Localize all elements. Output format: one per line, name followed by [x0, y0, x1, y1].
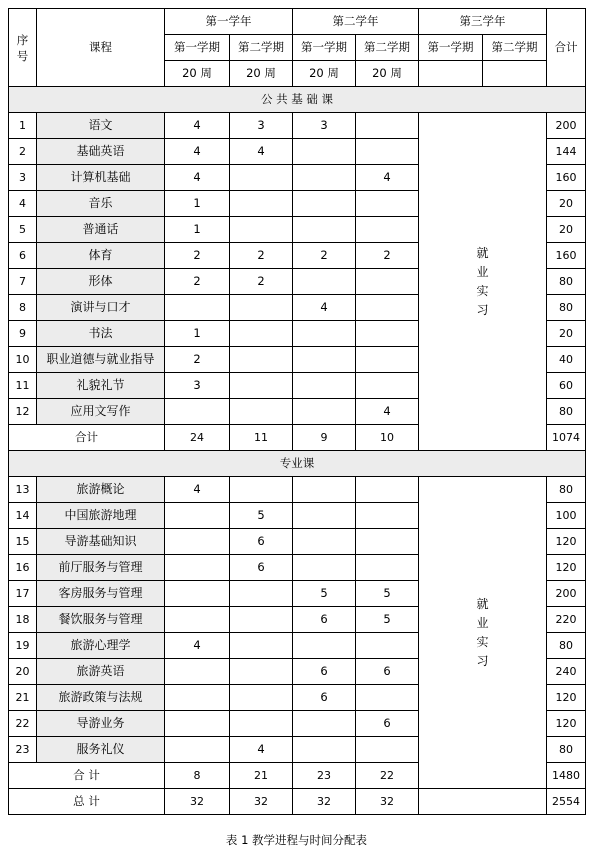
- weekly-hours: [165, 295, 230, 321]
- course-name: 中国旅游地理: [37, 503, 165, 529]
- row-total: 220: [547, 607, 586, 633]
- subtotal-hours: 22: [356, 763, 419, 789]
- row-number: 15: [9, 529, 37, 555]
- course-name: 音乐: [37, 191, 165, 217]
- table-row: [9, 477, 586, 503]
- grand-total-hours: 32: [293, 789, 356, 815]
- weekly-hours: 3: [165, 373, 230, 399]
- weekly-hours: [356, 139, 419, 165]
- course-name: 客房服务与管理: [37, 581, 165, 607]
- header-course: 课程: [37, 9, 165, 87]
- course-name: 语文: [37, 113, 165, 139]
- course-name: 应用文写作: [37, 399, 165, 425]
- practice-label: 就业实习: [476, 245, 489, 317]
- weekly-hours: 4: [165, 477, 230, 503]
- row-total: 144: [547, 139, 586, 165]
- weekly-hours: [165, 659, 230, 685]
- header-year-1: 第一学年: [165, 9, 293, 35]
- weekly-hours: 1: [165, 321, 230, 347]
- weekly-hours: 4: [293, 295, 356, 321]
- row-total: 80: [547, 633, 586, 659]
- header-semester: 第二学期: [230, 35, 293, 61]
- weekly-hours: 2: [165, 243, 230, 269]
- weekly-hours: [230, 373, 293, 399]
- weekly-hours: 2: [165, 269, 230, 295]
- weekly-hours: [356, 529, 419, 555]
- weekly-hours: [356, 633, 419, 659]
- section-title-row: [9, 87, 586, 113]
- grand-total-hours: 32: [356, 789, 419, 815]
- row-number: 21: [9, 685, 37, 711]
- schedule-table: [8, 8, 586, 815]
- row-total: 20: [547, 217, 586, 243]
- weekly-hours: 6: [293, 685, 356, 711]
- weekly-hours: 4: [230, 737, 293, 763]
- subtotal-hours: 24: [165, 425, 230, 451]
- row-number: 16: [9, 555, 37, 581]
- weekly-hours: [230, 347, 293, 373]
- weekly-hours: [356, 269, 419, 295]
- practice-cell: [419, 477, 547, 789]
- weekly-hours: [230, 321, 293, 347]
- weekly-hours: [293, 347, 356, 373]
- weekly-hours: 2: [293, 243, 356, 269]
- row-total: 160: [547, 165, 586, 191]
- weekly-hours: [165, 529, 230, 555]
- row-number: 17: [9, 581, 37, 607]
- course-name: 基础英语: [37, 139, 165, 165]
- row-number: 12: [9, 399, 37, 425]
- header-semester: 第二学期: [356, 35, 419, 61]
- weekly-hours: 5: [293, 581, 356, 607]
- weekly-hours: [293, 373, 356, 399]
- row-total: 120: [547, 529, 586, 555]
- weekly-hours: [165, 711, 230, 737]
- subtotal-hours: 10: [356, 425, 419, 451]
- weekly-hours: [293, 191, 356, 217]
- row-total: 80: [547, 269, 586, 295]
- header-semester: 第一学期: [293, 35, 356, 61]
- weekly-hours: [230, 165, 293, 191]
- weekly-hours: [293, 217, 356, 243]
- header-year-3: 第三学年: [419, 9, 547, 35]
- row-number: 11: [9, 373, 37, 399]
- course-name: 旅游政策与法规: [37, 685, 165, 711]
- weekly-hours: [356, 555, 419, 581]
- weekly-hours: [293, 139, 356, 165]
- subtotal-total: 1074: [547, 425, 586, 451]
- subtotal-hours: 11: [230, 425, 293, 451]
- weekly-hours: [293, 737, 356, 763]
- weekly-hours: [293, 503, 356, 529]
- weekly-hours: [356, 217, 419, 243]
- course-name: 导游基础知识: [37, 529, 165, 555]
- header-year-2: 第二学年: [293, 9, 419, 35]
- practice-label: 就业实习: [476, 596, 489, 668]
- weekly-hours: [165, 399, 230, 425]
- weekly-hours: 4: [165, 633, 230, 659]
- weekly-hours: 6: [356, 659, 419, 685]
- row-number: 8: [9, 295, 37, 321]
- row-number: 9: [9, 321, 37, 347]
- row-total: 80: [547, 737, 586, 763]
- section-title: 专业课: [9, 451, 586, 477]
- weekly-hours: [230, 711, 293, 737]
- weekly-hours: 6: [293, 607, 356, 633]
- weekly-hours: 1: [165, 217, 230, 243]
- weekly-hours: 5: [356, 581, 419, 607]
- course-name: 职业道德与就业指导: [37, 347, 165, 373]
- weekly-hours: [356, 191, 419, 217]
- weekly-hours: 3: [293, 113, 356, 139]
- header-weeks: 20 周: [293, 61, 356, 87]
- header-semester: 第二学期: [483, 35, 547, 61]
- table-row: [9, 113, 586, 139]
- weekly-hours: [293, 711, 356, 737]
- weekly-hours: [230, 581, 293, 607]
- course-name: 演讲与口才: [37, 295, 165, 321]
- header-weeks-empty: [419, 61, 483, 87]
- weekly-hours: 4: [165, 113, 230, 139]
- row-total: 160: [547, 243, 586, 269]
- row-total: 200: [547, 581, 586, 607]
- weekly-hours: 2: [165, 347, 230, 373]
- subtotal-hours: 23: [293, 763, 356, 789]
- course-name: 导游业务: [37, 711, 165, 737]
- weekly-hours: [230, 607, 293, 633]
- weekly-hours: 2: [230, 269, 293, 295]
- weekly-hours: [230, 191, 293, 217]
- weekly-hours: [293, 477, 356, 503]
- row-number: 10: [9, 347, 37, 373]
- weekly-hours: [230, 295, 293, 321]
- weekly-hours: [356, 477, 419, 503]
- row-total: 120: [547, 711, 586, 737]
- weekly-hours: [165, 737, 230, 763]
- row-total: 240: [547, 659, 586, 685]
- weekly-hours: [293, 399, 356, 425]
- weekly-hours: 1: [165, 191, 230, 217]
- weekly-hours: 4: [356, 165, 419, 191]
- grand-total-label: 总 计: [9, 789, 165, 815]
- subtotal-label: 合 计: [9, 763, 165, 789]
- course-name: 旅游心理学: [37, 633, 165, 659]
- weekly-hours: [165, 503, 230, 529]
- row-total: 200: [547, 113, 586, 139]
- weekly-hours: 6: [293, 659, 356, 685]
- weekly-hours: 2: [356, 243, 419, 269]
- row-total: 120: [547, 685, 586, 711]
- subtotal-hours: 21: [230, 763, 293, 789]
- row-number: 18: [9, 607, 37, 633]
- row-number: 5: [9, 217, 37, 243]
- row-number: 7: [9, 269, 37, 295]
- weekly-hours: [293, 529, 356, 555]
- weekly-hours: [356, 503, 419, 529]
- weekly-hours: 2: [230, 243, 293, 269]
- section-title: 公 共 基 础 课: [9, 87, 586, 113]
- row-number: 19: [9, 633, 37, 659]
- weekly-hours: [230, 477, 293, 503]
- weekly-hours: [165, 555, 230, 581]
- subtotal-total: 1480: [547, 763, 586, 789]
- weekly-hours: 4: [165, 165, 230, 191]
- section-title-row: [9, 451, 586, 477]
- grand-total-row: [9, 789, 586, 815]
- header-row-years: [9, 9, 586, 35]
- course-name: 旅游英语: [37, 659, 165, 685]
- weekly-hours: [230, 217, 293, 243]
- weekly-hours: 5: [356, 607, 419, 633]
- course-name: 计算机基础: [37, 165, 165, 191]
- weekly-hours: 3: [230, 113, 293, 139]
- course-name: 普通话: [37, 217, 165, 243]
- header-weeks: 20 周: [356, 61, 419, 87]
- weekly-hours: 4: [356, 399, 419, 425]
- weekly-hours: [165, 581, 230, 607]
- course-name: 形体: [37, 269, 165, 295]
- header-semester: 第一学期: [419, 35, 483, 61]
- table-caption: 表 1 教学进程与时间分配表: [225, 833, 368, 847]
- grand-total-total: 2554: [547, 789, 586, 815]
- weekly-hours: [230, 685, 293, 711]
- row-number: 23: [9, 737, 37, 763]
- weekly-hours: [293, 555, 356, 581]
- weekly-hours: [230, 399, 293, 425]
- row-number: 6: [9, 243, 37, 269]
- row-total: 20: [547, 321, 586, 347]
- subtotal-hours: 9: [293, 425, 356, 451]
- weekly-hours: 5: [230, 503, 293, 529]
- course-name: 体育: [37, 243, 165, 269]
- row-number: 4: [9, 191, 37, 217]
- header-weeks: 20 周: [230, 61, 293, 87]
- course-name: 旅游概论: [37, 477, 165, 503]
- row-total: 100: [547, 503, 586, 529]
- course-name: 礼貌礼节: [37, 373, 165, 399]
- header-total: 合计: [547, 9, 586, 87]
- course-name: 服务礼仪: [37, 737, 165, 763]
- weekly-hours: 6: [230, 529, 293, 555]
- course-name: 前厅服务与管理: [37, 555, 165, 581]
- header-weeks: 20 周: [165, 61, 230, 87]
- weekly-hours: [165, 607, 230, 633]
- weekly-hours: [293, 321, 356, 347]
- row-total: 60: [547, 373, 586, 399]
- weekly-hours: [356, 347, 419, 373]
- weekly-hours: 6: [356, 711, 419, 737]
- row-number: 2: [9, 139, 37, 165]
- weekly-hours: 6: [230, 555, 293, 581]
- row-total: 120: [547, 555, 586, 581]
- row-total: 20: [547, 191, 586, 217]
- weekly-hours: [356, 373, 419, 399]
- course-name: 书法: [37, 321, 165, 347]
- row-number: 3: [9, 165, 37, 191]
- header-semester: 第一学期: [165, 35, 230, 61]
- row-number: 14: [9, 503, 37, 529]
- weekly-hours: 4: [165, 139, 230, 165]
- weekly-hours: [230, 659, 293, 685]
- subtotal-hours: 8: [165, 763, 230, 789]
- weekly-hours: [230, 633, 293, 659]
- subtotal-label: 合计: [9, 425, 165, 451]
- practice-cell: [419, 113, 547, 451]
- row-number: 1: [9, 113, 37, 139]
- weekly-hours: 4: [230, 139, 293, 165]
- header-weeks-empty: [483, 61, 547, 87]
- weekly-hours: [356, 685, 419, 711]
- row-total: 80: [547, 477, 586, 503]
- grand-total-hours: 32: [165, 789, 230, 815]
- weekly-hours: [356, 113, 419, 139]
- row-number: 22: [9, 711, 37, 737]
- grand-total-empty: [419, 789, 547, 815]
- weekly-hours: [356, 321, 419, 347]
- row-total: 40: [547, 347, 586, 373]
- row-number: 20: [9, 659, 37, 685]
- row-total: 80: [547, 399, 586, 425]
- row-total: 80: [547, 295, 586, 321]
- course-name: 餐饮服务与管理: [37, 607, 165, 633]
- weekly-hours: [356, 737, 419, 763]
- header-index: 序号: [9, 9, 37, 87]
- weekly-hours: [293, 165, 356, 191]
- grand-total-hours: 32: [230, 789, 293, 815]
- weekly-hours: [293, 633, 356, 659]
- weekly-hours: [356, 295, 419, 321]
- weekly-hours: [165, 685, 230, 711]
- row-number: 13: [9, 477, 37, 503]
- weekly-hours: [293, 269, 356, 295]
